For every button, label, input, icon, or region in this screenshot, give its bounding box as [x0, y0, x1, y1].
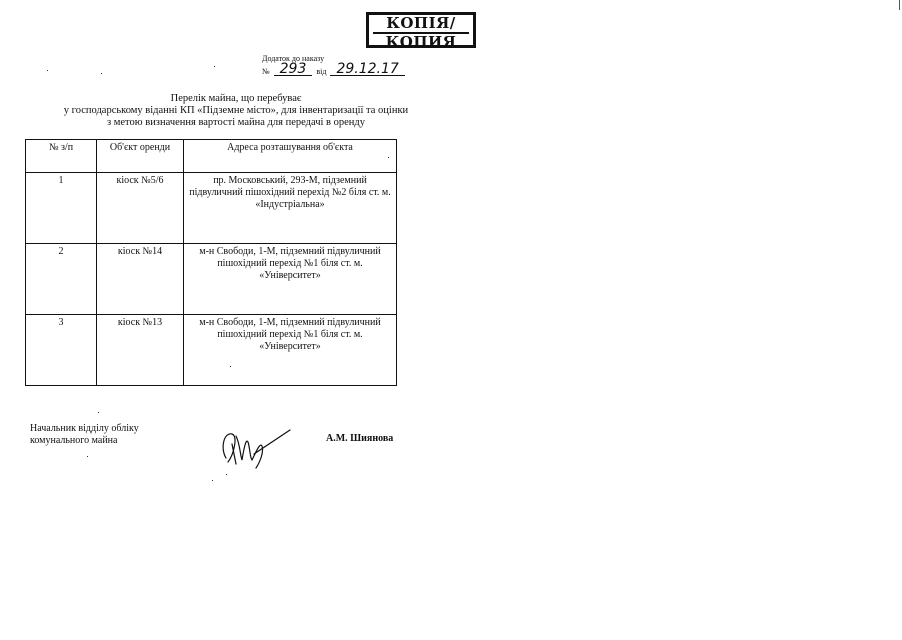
- header-address: Адреса розташування об'єкта: [184, 140, 397, 173]
- scan-speck: [101, 73, 102, 74]
- document-title: [30, 93, 442, 129]
- scan-speck: [212, 480, 213, 481]
- row-address: м-н Свободи, 1-М, підземний підвуличний пішохідний перехід №1 біля ст. м. «Університет»: [184, 315, 397, 386]
- scan-speck: [388, 157, 389, 158]
- scan-speck: [226, 474, 227, 475]
- title-line-3: з метою визначення вартості майна для передачі в оренду: [106, 117, 365, 128]
- copy-stamp: [366, 12, 476, 51]
- annex-reference: [262, 54, 405, 76]
- title-line-2: у господарському віданні КП «Підземне місто», для інвентаризації та оцінки: [63, 105, 409, 116]
- position-line-1: Начальник відділу обліку: [30, 423, 139, 434]
- row-object: кіоск №14: [97, 244, 184, 315]
- table-header-row: [26, 140, 397, 173]
- property-table: [25, 139, 397, 386]
- annex-number-prefix: №: [262, 67, 270, 76]
- scan-edge-line: [899, 0, 900, 10]
- table-row: [26, 173, 397, 244]
- handwritten-signature: [216, 424, 296, 470]
- row-number: 1: [26, 173, 97, 244]
- row-object: кіоск №5/6: [97, 173, 184, 244]
- scan-speck: [47, 70, 48, 71]
- scan-speck: [230, 366, 231, 367]
- scan-speck: [214, 66, 215, 67]
- row-number: 2: [26, 244, 97, 315]
- annex-label: Додаток до наказу: [262, 54, 325, 63]
- position-line-2: комунального майна: [30, 435, 118, 446]
- stamp-line-2: КОПИЯ: [373, 32, 469, 50]
- row-address: пр. Московський, 293-М, підземний підвуличний пішохідний перехід №2 біля ст. м. «Індустріальна»: [184, 173, 397, 244]
- row-number: 3: [26, 315, 97, 386]
- header-number: № з/п: [26, 140, 97, 173]
- scan-speck: [98, 412, 99, 413]
- annex-date: 29.12.17: [330, 63, 404, 76]
- table-row: [26, 315, 397, 386]
- title-line-1: Перелік майна, що перебуває: [170, 93, 302, 104]
- signatory-position: [30, 423, 139, 447]
- stamp-line-1: КОПІЯ/: [386, 14, 456, 32]
- scan-speck: [87, 456, 88, 457]
- annex-date-prefix: від: [316, 67, 327, 76]
- table-row: [26, 244, 397, 315]
- row-address: м-н Свободи, 1-М, підземний підвуличний пішохідний перехід №1 біля ст. м. «Університет»: [184, 244, 397, 315]
- row-object: кіоск №13: [97, 315, 184, 386]
- signatory-name: А.М. Шиянова: [326, 433, 394, 444]
- annex-number: 293: [274, 63, 313, 76]
- header-object: Об'єкт оренди: [97, 140, 184, 173]
